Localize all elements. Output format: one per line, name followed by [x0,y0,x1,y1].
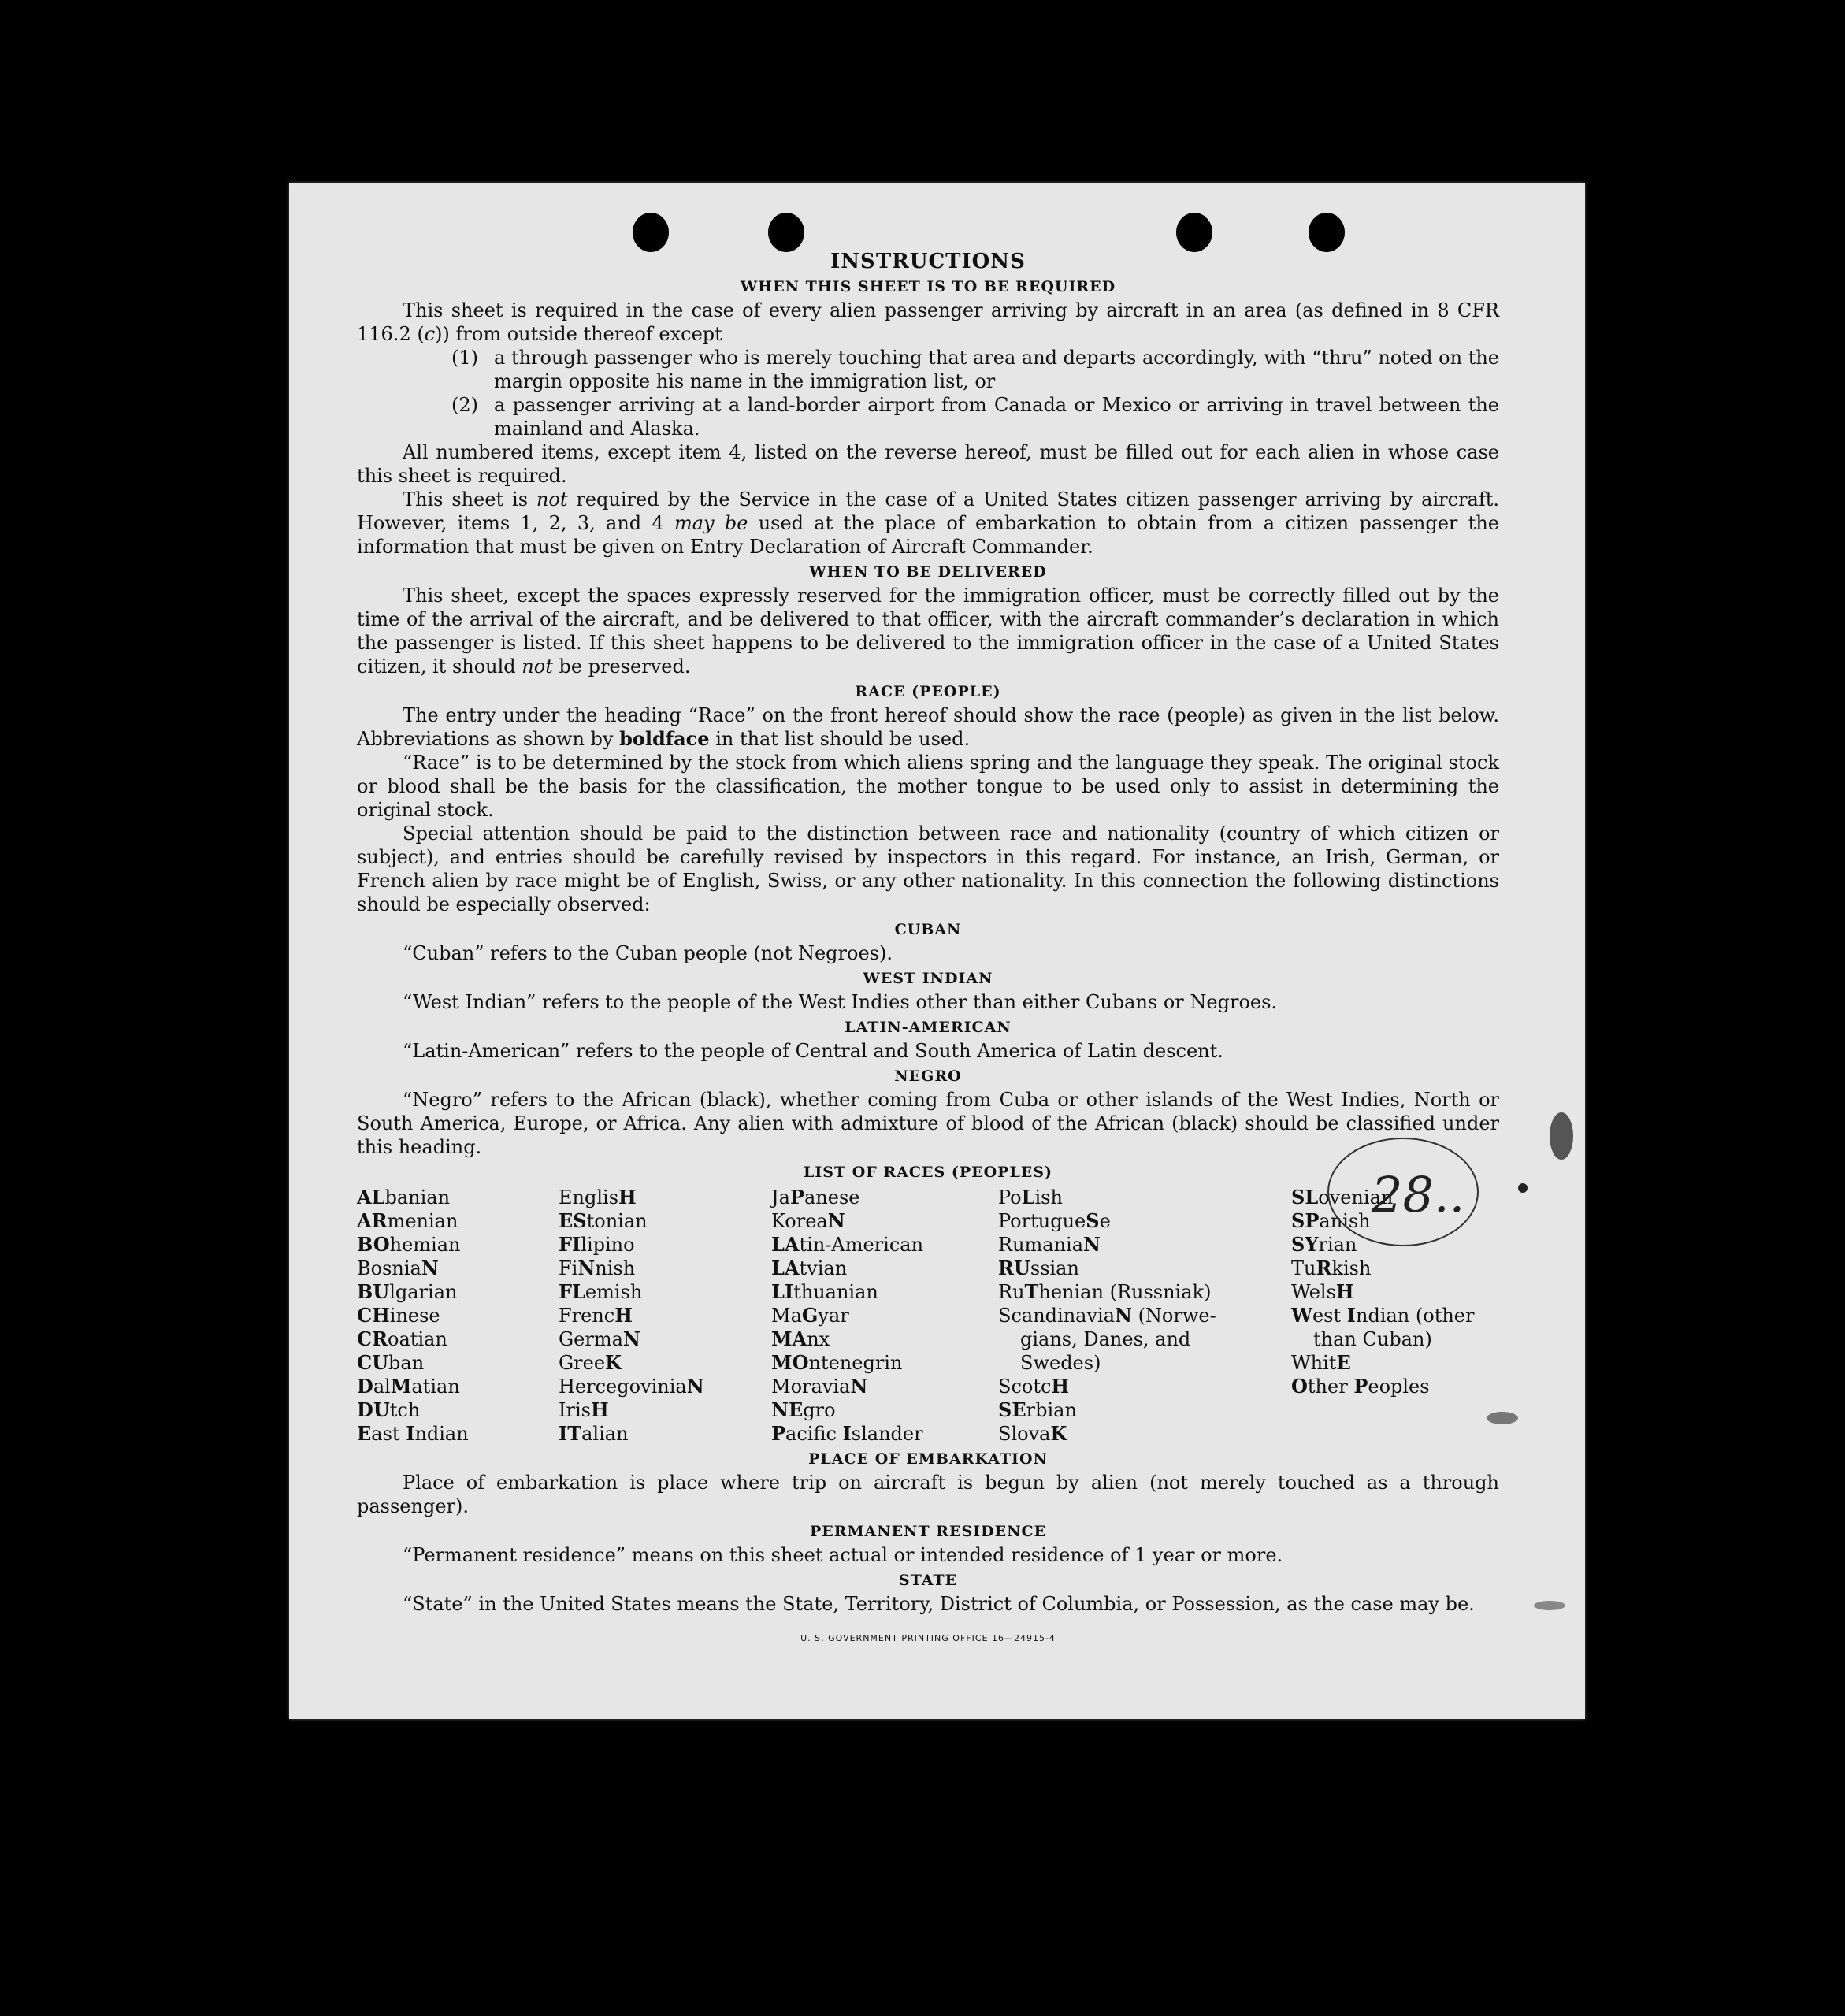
delivered-para: This sheet, except the spaces expressly reserved for the immigration officer, must be correctly filled out by the time of the arrival of the aircraft, and be delivered to that officer, with the aircraft commander’s declaration in which the passenger is listed. If this sheet happens to be delivered to the immigration officer in the case of a United States citizen, it should not be preserved. [357,585,1499,678]
race-column [998,1186,1291,1446]
required-para: All numbered items, except item 4, listed on the reverse hereof, must be filled out for each alien in whose case this sheet is required. [357,441,1499,487]
punch-hole [633,213,669,252]
race-entry: SlovaK [998,1422,1067,1445]
race-entry: WhitE [1291,1351,1351,1374]
race-entry: MaGyar [771,1304,849,1327]
race-para: The entry under the heading “Race” on the front hereof should show the race (people) as given in the list below. Abbreviations as shown by boldface in that list should be used. [357,704,1499,750]
race-entry: FLemish [559,1280,643,1303]
race-entry: FrencH [559,1304,633,1327]
instruction-sheet [289,183,1585,1719]
section-heading: LATIN-AMERICAN [845,1019,1012,1036]
latin-american-para: “Latin-American” refers to the people of Central and South America of Latin descent. [403,1040,1223,1062]
item-number: (1) [451,347,478,369]
item-number: (2) [451,394,478,416]
race-entry: PortugueSe [998,1209,1111,1232]
race-entry: MoraviaN [771,1375,868,1398]
race-entry: DUtch [357,1398,421,1421]
west-indian-para: “West Indian” refers to the people of the West Indies other than either Cubans or Negroes. [403,991,1278,1013]
item-text: a through passenger who is merely touching that area and departs accordingly, with “thru” noted on the margin opposite his name in the immigration list, or [494,347,1499,392]
section-heading: PERMANENT RESIDENCE [809,1523,1047,1540]
race-para: “Race” is to be determined by the stock from which aliens spring and the language they speak. The original stock or blood shall be the basis for the classification, the mother tongue to be used only to assist in determining the original stock. [357,752,1499,821]
state-para: “State” in the United States means the State, Territory, District of Columbia, or Possession, as the case may be. [403,1593,1475,1615]
race-column [771,1186,998,1446]
race-entry: GermaN [559,1327,640,1350]
cuban-para: “Cuban” refers to the Cuban people (not Negroes). [403,942,893,964]
section-heading: NEGRO [894,1067,962,1085]
exception-item [357,393,1499,440]
stain-mark [1518,1183,1528,1193]
section-heading: PLACE OF EMBARKATION [808,1450,1048,1468]
race-entry: than Cuban) [1313,1328,1432,1350]
race-entry: DalMatian [357,1375,460,1398]
race-entry: ITalian [559,1422,629,1445]
race-entry: Swedes) [1020,1352,1101,1374]
item-text: a passenger arriving at a land-border airport from Canada or Mexico or arriving in travel between the mainland and Alaska. [494,394,1499,440]
race-entry: ScotcH [998,1375,1070,1398]
punch-hole [1309,213,1345,252]
race-entry: West Indian (other [1291,1304,1475,1327]
race-entry: ARmenian [357,1209,458,1232]
negro-para: “Negro” refers to the African (black), whether coming from Cuba or other islands of the West Indies, North or South America, Europe, or Africa. Any alien with admixture of blood of the African (black) should be classified under this heading. [357,1089,1499,1158]
section-heading: WEST INDIAN [863,970,993,987]
race-entry: IrisH [559,1398,609,1421]
race-entry: FiNnish [559,1257,636,1279]
embarkation-para: Place of embarkation is place where trip on aircraft is begun by alien (not merely touched as a through passenger). [357,1472,1499,1517]
race-column [559,1186,771,1446]
race-entry: RuThenian (Russniak) [998,1280,1212,1303]
page-title: INSTRUCTIONS [830,250,1026,273]
race-para: Special attention should be paid to the distinction between race and nationality (country of which citizen or subject), and entries should be carefully revised by inspectors in this regard. For instance, an Irish, German, or French alien by race might be of English, Swiss, or any other nationality. In this connection the following distinctions should be especially observed: [357,822,1499,915]
race-entry: NEgro [771,1398,836,1421]
race-entry: CHinese [357,1304,440,1327]
race-entry: SErbian [998,1398,1077,1421]
race-column [357,1186,559,1446]
required-intro: This sheet is required in the case of every alien passenger arriving by aircraft in an area (as defined in 8 CFR 116.2 (c)) from outside thereof except [357,299,1499,345]
handwritten-stamp-mark [1324,1133,1482,1251]
race-entry: SLovenian [1291,1186,1394,1208]
race-entry: EStonian [559,1209,648,1232]
race-entry: HercegoviniaN [559,1375,704,1398]
section-heading: RACE (PEOPLE) [855,683,1001,700]
stain-mark [1487,1412,1518,1424]
race-entry: ALbanian [357,1186,451,1208]
section-heading: CUBAN [894,921,962,938]
punch-hole [768,213,804,252]
race-entry: Pacific Islander [771,1422,923,1445]
race-entry: CRoatian [357,1327,447,1350]
race-entry: MOntenegrin [771,1351,903,1374]
section-heading: WHEN THIS SHEET IS TO BE REQUIRED [740,278,1116,295]
stain-mark [1534,1601,1565,1610]
exception-item [357,346,1499,393]
race-entry: PoLish [998,1186,1063,1208]
race-entry: MAnx [771,1327,830,1350]
race-entry: EnglisH [559,1186,637,1208]
race-entry: SPanish [1291,1209,1371,1232]
race-entry: RumaniaN [998,1233,1101,1256]
race-entry: LIthuanian [771,1280,878,1303]
stamp-text: 28.. [1372,1166,1465,1223]
section-heading: LIST OF RACES (PEOPLES) [804,1164,1052,1181]
race-entry: JaPanese [771,1186,860,1208]
citizen-para: This sheet is not required by the Service in the case of a United States citizen passenger arriving by aircraft. However, items 1, 2, 3, and 4 may be used at the place of embarkation to obtain from a citizen passenger the information that must be given on Entry Declaration of Aircraft Commander. [357,488,1499,558]
race-entry: CUban [357,1351,425,1374]
race-entry: Other Peoples [1291,1375,1430,1398]
race-entry: SYrian [1291,1233,1357,1256]
stain-mark [1550,1112,1573,1160]
race-entry: gians, Danes, and [1020,1328,1191,1350]
race-entry: East Indian [357,1422,469,1445]
race-entry: FIlipino [559,1233,635,1256]
race-entry: BUlgarian [357,1280,458,1303]
section-heading: WHEN TO BE DELIVERED [809,563,1047,581]
section-heading: STATE [898,1572,958,1589]
race-entry: TuRkish [1291,1257,1372,1279]
race-entry: WelsH [1291,1280,1354,1303]
race-entry: GreeK [559,1351,622,1374]
race-entry: KoreaN [771,1209,845,1232]
race-entry: RUssian [998,1257,1079,1279]
race-entry: ScandinaviaN (Norwe- [998,1304,1216,1327]
race-entry: BosniaN [357,1257,439,1279]
printer-footer: U. S. GOVERNMENT PRINTING OFFICE 16—24915-4 [800,1633,1056,1643]
race-entry: BOhemian [357,1233,461,1256]
race-entry: LAtin-American [771,1233,924,1256]
punch-hole [1176,213,1212,252]
residence-para: “Permanent residence” means on this sheet actual or intended residence of 1 year or more. [403,1544,1283,1566]
race-entry: LAtvian [771,1257,848,1279]
